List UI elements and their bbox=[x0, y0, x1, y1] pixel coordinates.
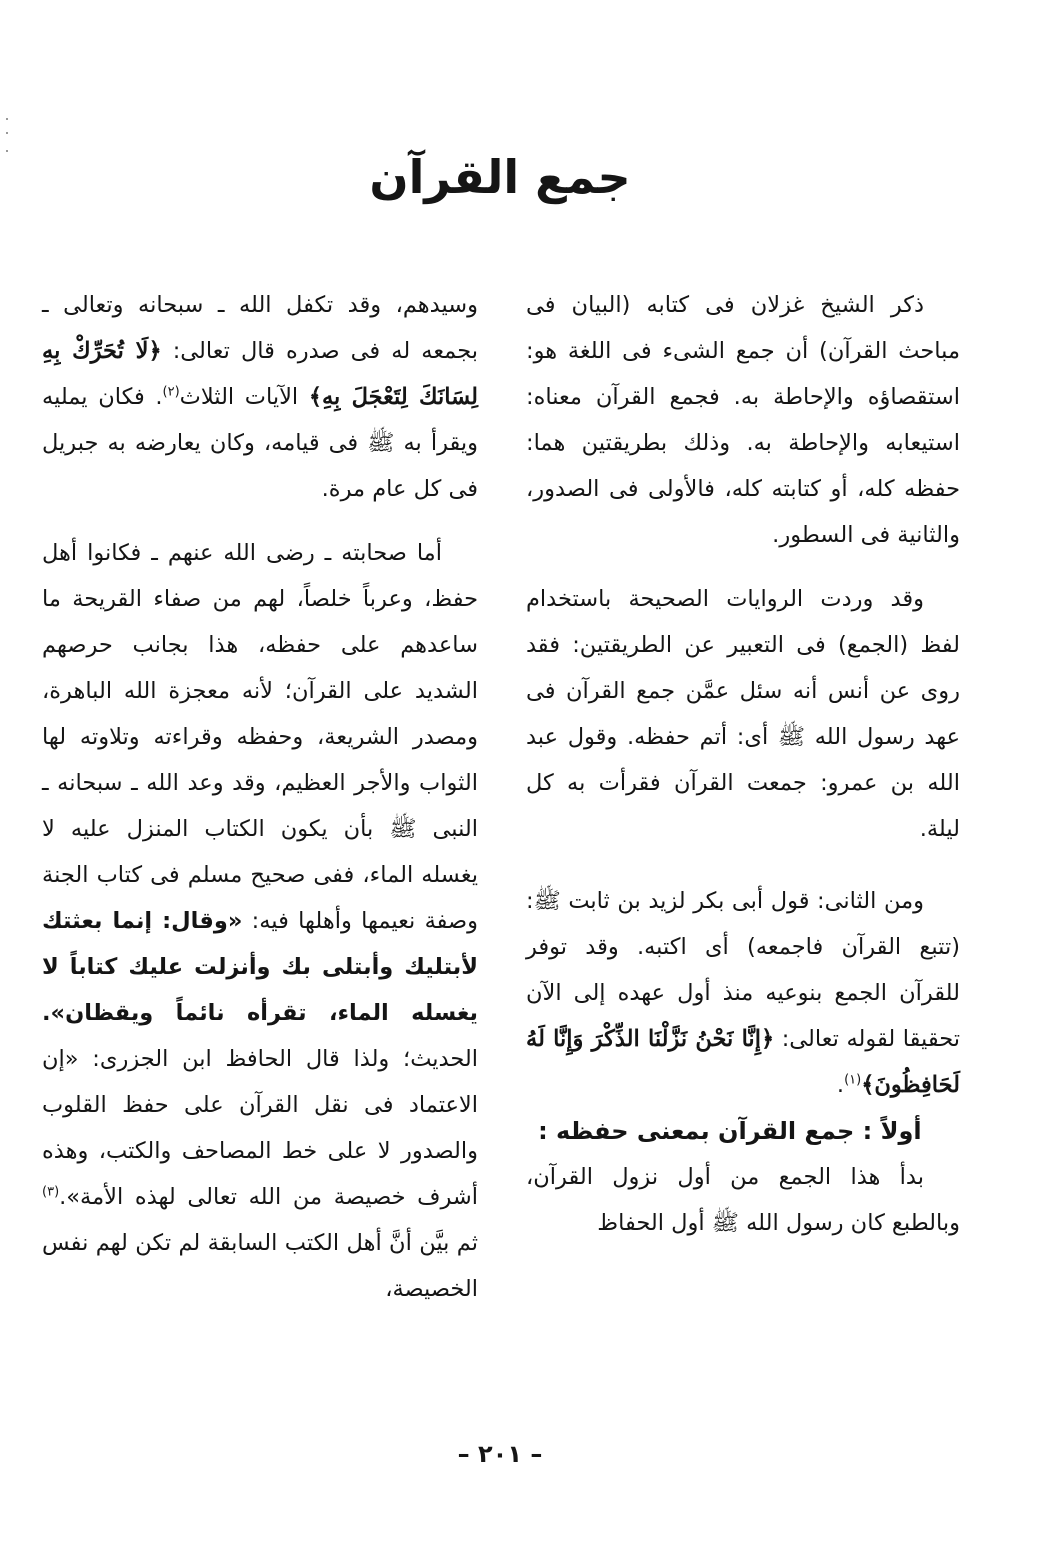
right-column bbox=[526, 282, 960, 1246]
paragraph bbox=[42, 282, 478, 512]
paragraph bbox=[526, 878, 960, 1108]
paragraph: وقد وردت الروايات الصحيحة باستخدام لفظ (الجمع) فى التعبير عن الطريقتين: فقد روى عن أنس أنه سئل عمَّن جمع القرآن فى عهد رسول الله ﷺ أى: أتم حفظه. وقول عبد الله بن عمرو: جمعت القرآن فقرأت به كل ليلة. bbox=[526, 586, 960, 842]
section-heading: أولاً : جمع القرآن بمعنى حفظه : bbox=[538, 1117, 922, 1145]
quran-verse: ﴿لَا تُحَرِّكْ بِهِ لِسَانَكَ لِتَعْجَلَ بِهِ﴾ bbox=[42, 338, 478, 410]
paragraph-text: ثم بيَّن أنَّ أهل الكتب السابقة لم تكن لهم نفس الخصيصة، bbox=[42, 1230, 478, 1302]
paragraph-text: وسيدهم، وقد تكفل الله ـ سبحانه وتعالى ـ بجمعه له فى صدره قال تعالى: bbox=[42, 292, 478, 364]
paragraph-text: الحديث؛ ولذا قال الحافظ ابن الجزرى: «إن الاعتماد فى نقل القرآن على حفظ القلوب والصدور لا على خط المصاحف والكتب، وهذه أشرف خصيصة من الله تعالى لهذه الأمة». bbox=[42, 1046, 478, 1210]
paragraph: ذكر الشيخ غزلان فى كتابه (البيان فى مباحث القرآن) أن جمع الشىء فى اللغة هو: استقصاؤه والإحاطة به. فجمع القرآن معناه: استيعابه والإحاطة به. وذلك بطريقتين هما: حفظه كله، أو كتابته كله، فالأولى فى الصدور، والثانية فى السطور. bbox=[526, 292, 960, 548]
paragraph-text: . فكان يمليه ويقرأ به ﷺ فى قيامه، وكان يعارضه به جبريل فى كل عام مرة. bbox=[42, 384, 478, 502]
paragraph-text: ومن الثانى: قول أبى بكر لزيد بن ثابت ﷺ: (تتبع القرآن فاجمعه) أى اكتبه. وقد توفر للقرآن الجمع بنوعيه منذ أول عهده إلى الآن تحقيقا لقوله تعالى: bbox=[526, 888, 960, 1052]
paragraph-end: . bbox=[836, 1072, 845, 1098]
left-column bbox=[42, 282, 478, 1312]
edge-dot bbox=[6, 118, 8, 120]
footnote-ref: (٢) bbox=[162, 384, 180, 400]
page-title: جمع القرآن bbox=[369, 150, 631, 204]
hadith-quote: «وقال: إنما بعثتك لأبتليك وأبتلى بك وأنزلت عليك كتاباً لا يغسله الماء، تقرأه نائماً ويقظان». bbox=[42, 908, 478, 1026]
footnote-ref: (١) bbox=[844, 1072, 862, 1088]
edge-dot bbox=[6, 132, 8, 134]
paragraph bbox=[42, 530, 478, 1312]
quran-verse: ﴿إِنَّا نَحْنُ نَزَّلْنَا الذِّكْرَ وَإِنَّا لَهُ لَحَافِظُونَ﴾ bbox=[526, 1026, 960, 1098]
paragraph-text: أما صحابته ـ رضى الله عنهم ـ فكانوا أهل حفظ، وعرباً خلصاً، لهم من صفاء القريحة ما ساعدهم على حفظه، هذا بجانب حرصهم الشديد على القرآن؛ لأنه معجزة الله الباهرة، ومصدر الشريعة، وحفظه وقراءته وتلاوته لها الثواب والأجر العظيم، وقد وعد الله ـ سبحانه ـ النبى ﷺ بأن يكون الكتاب المنزل عليه لا يغسله الماء، ففى صحيح مسلم فى كتاب الجنة وصفة نعيمها وأهلها فيه: bbox=[42, 540, 478, 934]
footnote-ref: (٣) bbox=[42, 1184, 60, 1200]
page-number: – ٢٠١ – bbox=[457, 1440, 543, 1468]
paragraph-text: الآيات الثلاث bbox=[179, 384, 309, 410]
paragraph: بدأ هذا الجمع من أول نزول القرآن، وبالطبع كان رسول الله ﷺ أول الحفاظ bbox=[526, 1164, 960, 1236]
